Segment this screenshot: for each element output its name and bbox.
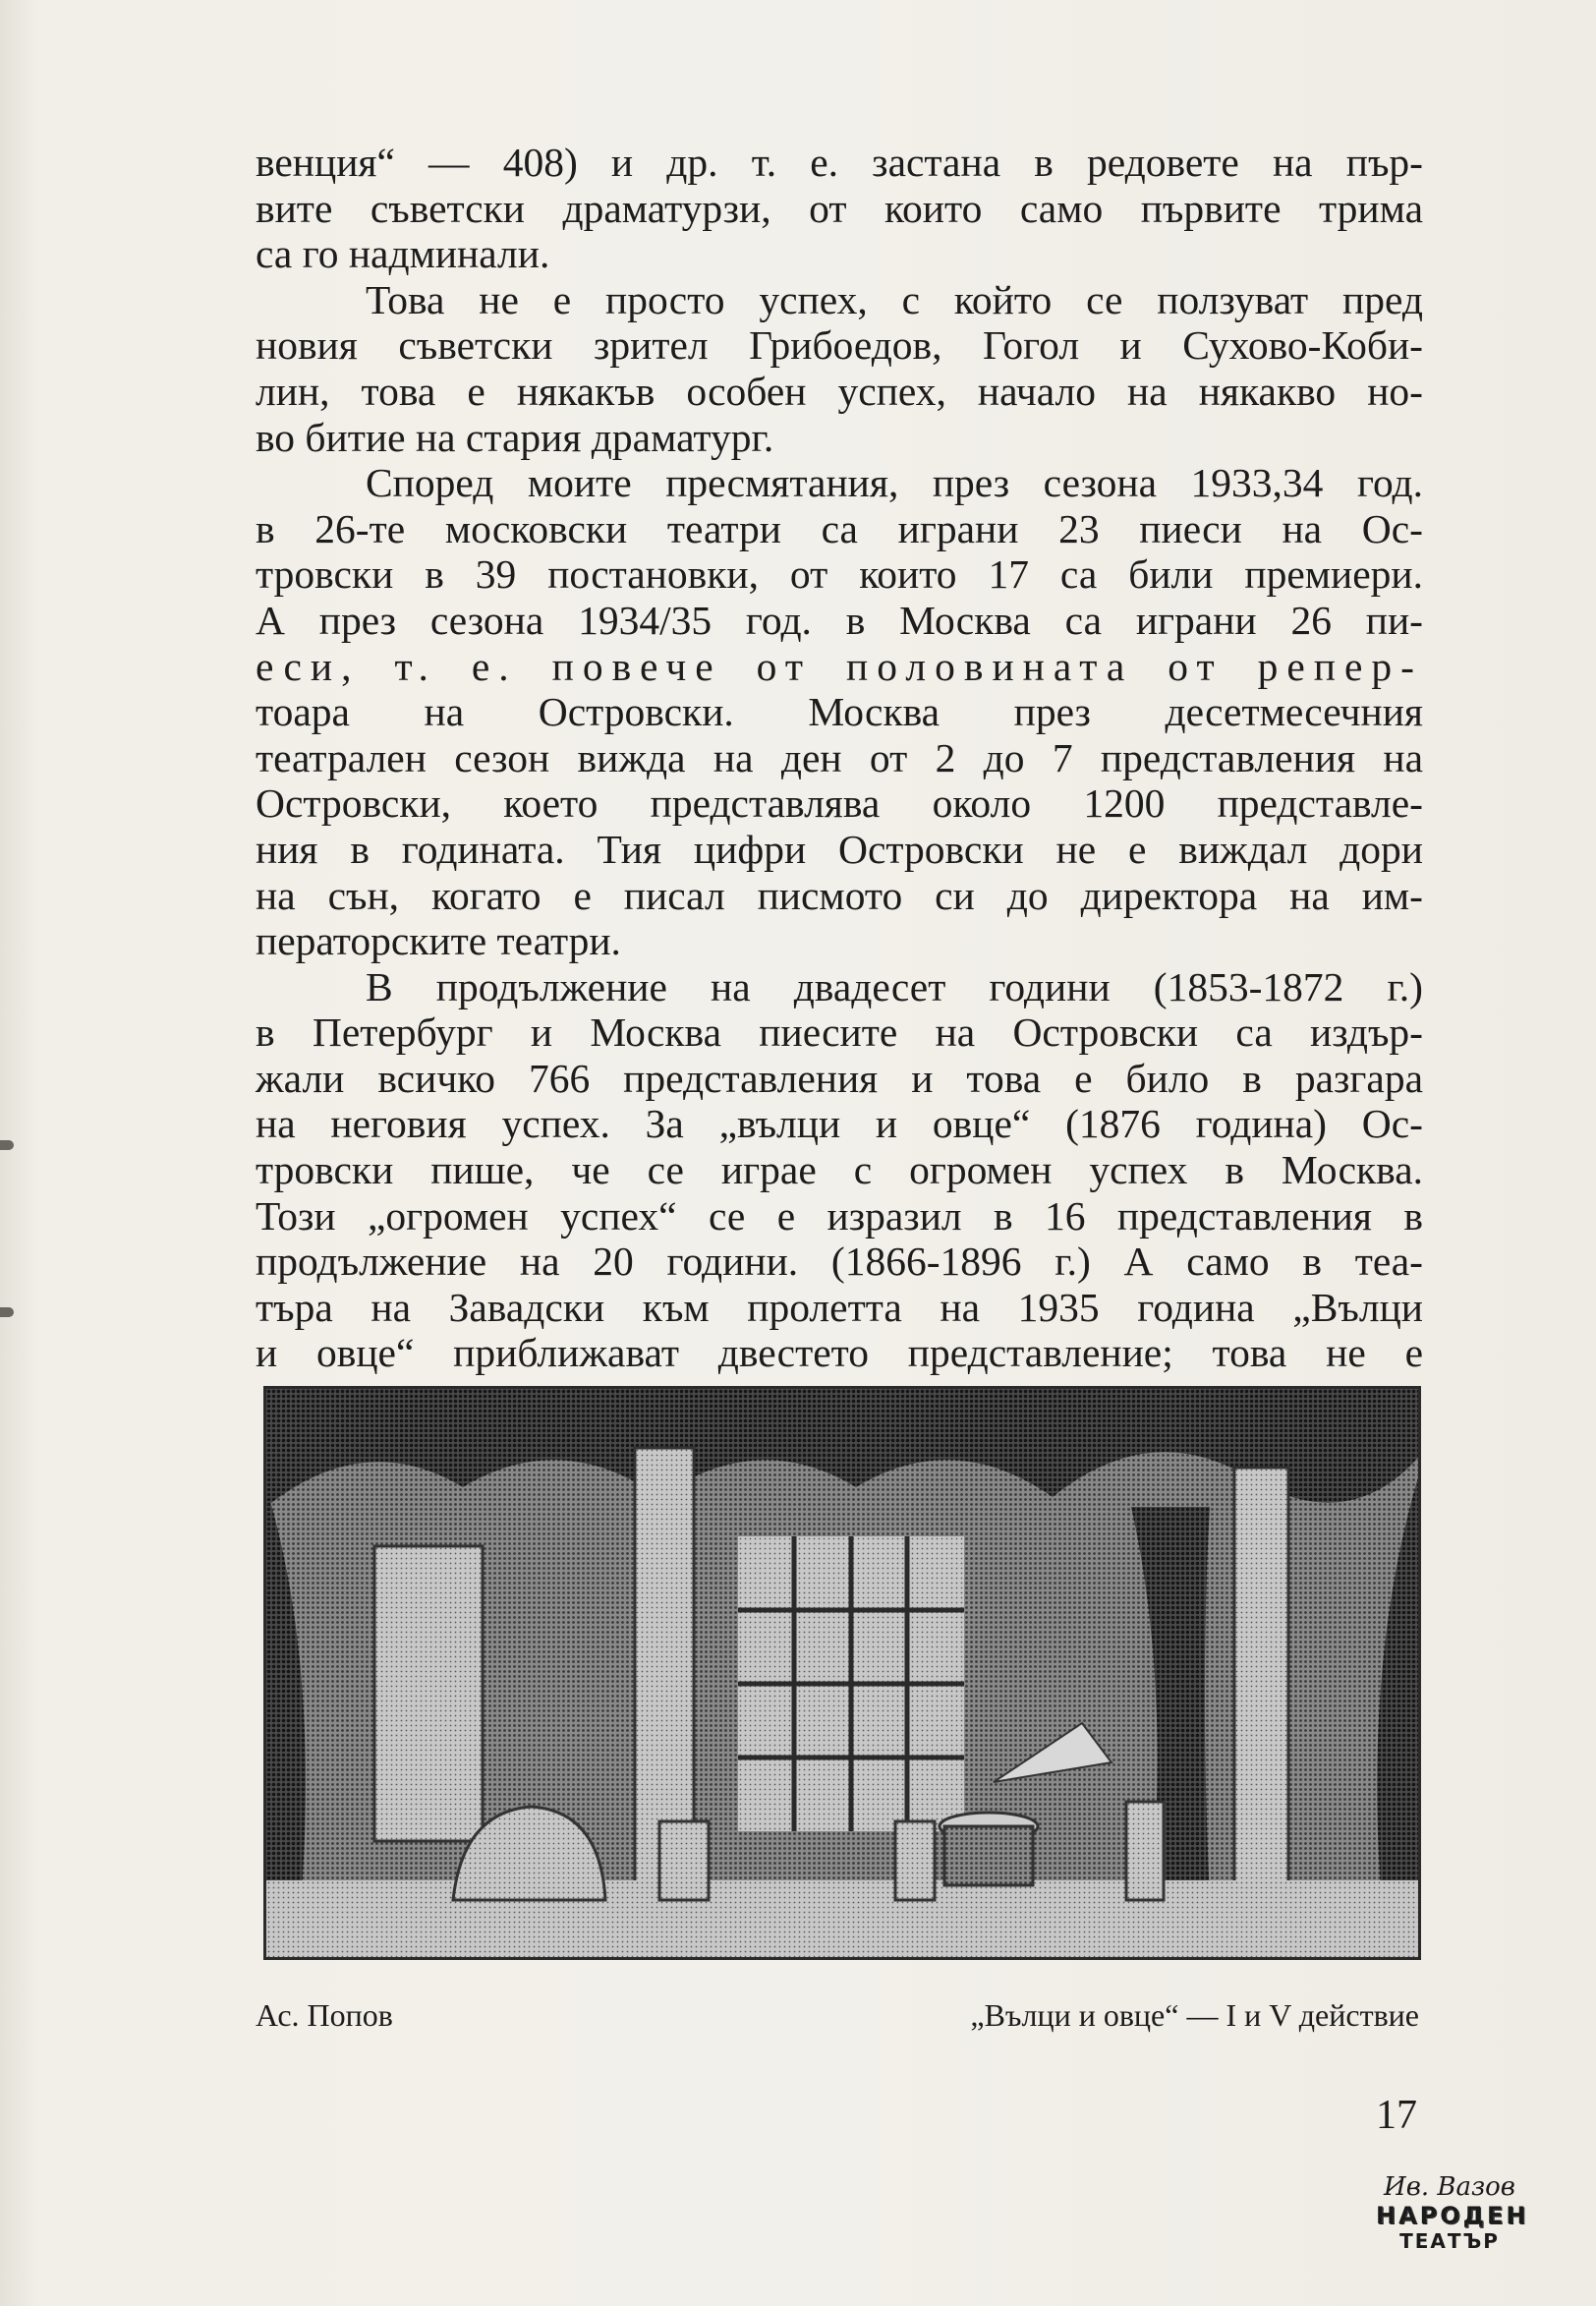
photo-caption-credit: Ас. Попов <box>256 1997 393 2033</box>
text-line: жали всичко 766 представления и това е било в разгара <box>256 1055 1423 1101</box>
binding-hole <box>0 1140 14 1150</box>
text-line: во битие на стария драматург. <box>256 414 774 460</box>
text-line: на сън, когато е писал писмото си до директора на им- <box>256 872 1423 918</box>
stamp-line-1: НАРОДЕН <box>1376 2202 1529 2229</box>
page-number: 17 <box>1376 2093 1417 2138</box>
text-line: лин, това е някакъв особен успех, начало на някакво но- <box>256 368 1423 414</box>
text-line: в Петербург и Москва пиесите на Островски са издър- <box>256 1009 1423 1056</box>
stage-set-photo <box>263 1386 1421 1960</box>
stage-set-illustration <box>266 1389 1418 1957</box>
text-line: продължение на 20 години. (1866-1896 г.) А само в теа- <box>256 1239 1423 1285</box>
text-line: Този „огромен успех“ се е изразил в 16 представления в <box>256 1192 1423 1239</box>
text-line: ператорските театри. <box>256 918 621 964</box>
text-line: търа на Завадски към пролетта на 1935 година „Вълци <box>256 1284 1423 1330</box>
text-line: тровски в 39 постановки, от които 17 са били премиери. <box>256 551 1423 598</box>
body-text <box>256 140 1423 1376</box>
photo-caption-title: „Вълци и овце“ — I и V действие <box>970 1997 1419 2033</box>
text-line: В продължение на двадесет години (1853-1872 г.) <box>366 963 1423 1009</box>
stamp-line-2: ТЕАТЪР <box>1399 2229 1500 2253</box>
text-line: тровски пише, че се играе с огромен успех в Москва. <box>256 1147 1423 1193</box>
text-line: и овце“ приближават двестето представление; това не е <box>256 1330 1423 1376</box>
text-line: Това не е просто успех, с който се ползуват пред <box>366 276 1423 322</box>
text-line: на неговия успех. За „вълци и овце“ (1876 година) Ос- <box>256 1101 1423 1147</box>
text-line: театрален сезон вижда на ден от 2 до 7 представления на <box>256 734 1423 780</box>
binding-hole <box>0 1307 14 1317</box>
text-line: Островски, което представлява около 1200 представле- <box>256 780 1423 827</box>
stamp-signature: Ив. Вазов <box>1384 2172 1515 2202</box>
text-line: венция“ — 408) и др. т. е. застана в редовете на пър- <box>256 140 1423 185</box>
text-line: тоара на Островски. Москва през десетмесечния <box>256 689 1423 735</box>
library-stamp <box>1376 2172 1529 2253</box>
text-line: вите съветски драматурзи, от които само първите трима <box>256 185 1423 231</box>
text-line: А през сезона 1934/35 год. в Москва са играни 26 пи- <box>256 597 1423 643</box>
text-line: са го надминали. <box>256 231 550 277</box>
text-line: новия съветски зрител Грибоедов, Гогол и Сухово-Коби- <box>256 322 1423 369</box>
text-line: Според моите пресмятания, през сезона 1933,34 год. <box>366 460 1423 506</box>
text-line: ния в годината. Тия цифри Островски не е виждал дори <box>256 826 1423 872</box>
text-line: в 26-те московски театри са играни 23 пиеси на Ос- <box>256 505 1423 551</box>
text-line: еси, т. е. повече от половината от репер- <box>256 643 1423 689</box>
